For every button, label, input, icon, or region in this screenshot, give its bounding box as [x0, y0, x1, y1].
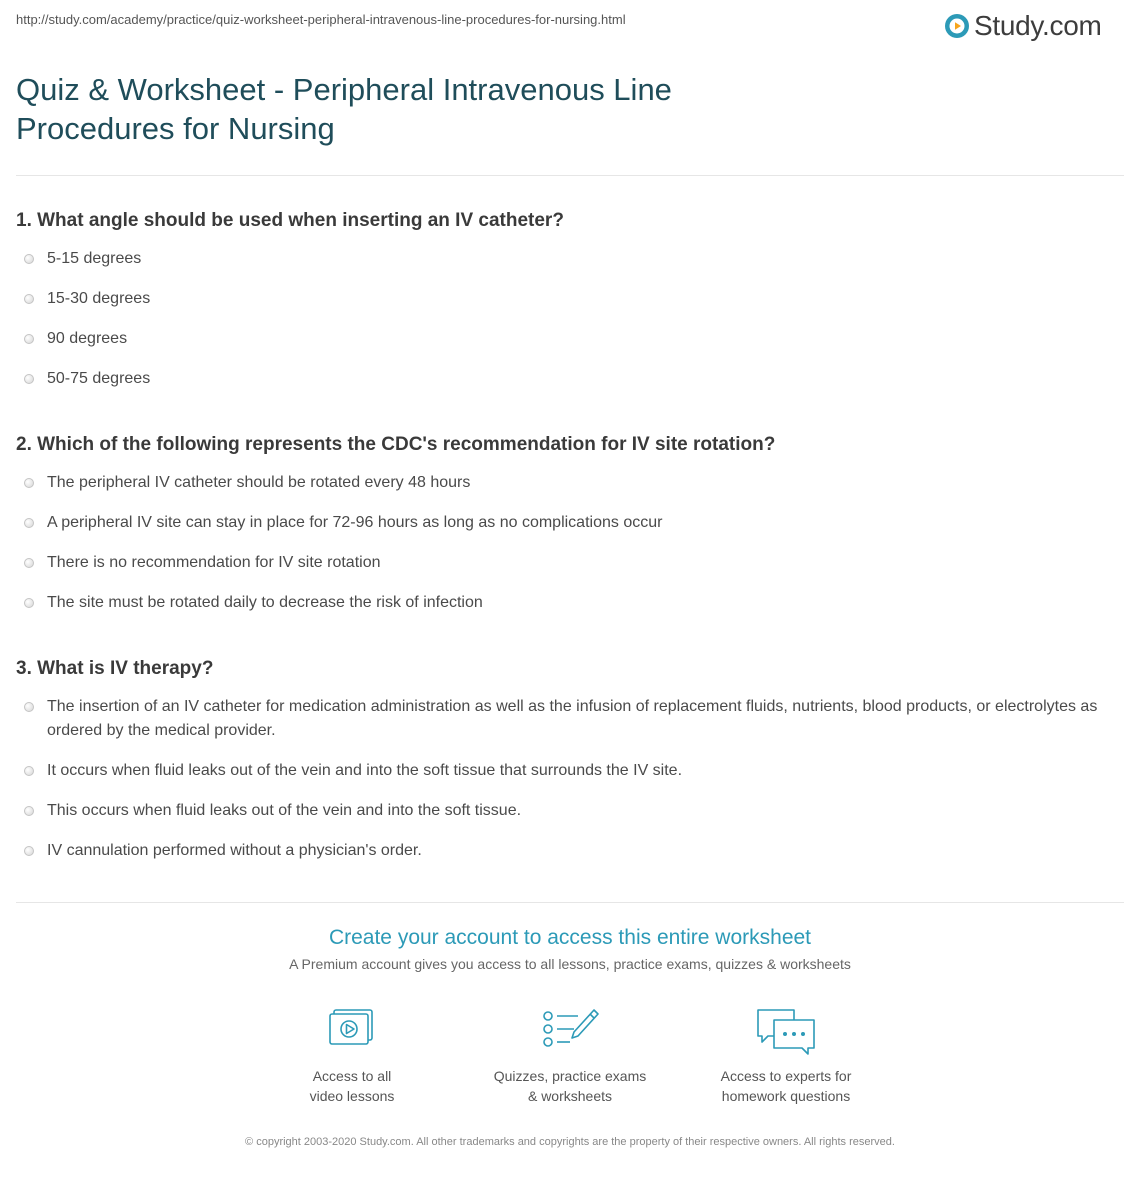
answer-option[interactable] [16, 695, 1116, 743]
radio-button[interactable] [24, 846, 34, 856]
answer-options [16, 471, 1116, 615]
radio-button[interactable] [24, 374, 34, 384]
answer-options [16, 695, 1116, 863]
question-title: 1. What angle should be used when inserting an IV catheter? [16, 210, 564, 231]
feature-label-line: homework questions [721, 1088, 851, 1104]
answer-option[interactable] [16, 511, 1116, 535]
page-title: Quiz & Worksheet - Peripheral Intravenous Line Procedures for Nursing [16, 72, 672, 146]
cta-title-link[interactable]: Create your account to access this entire worksheet [328, 926, 812, 949]
feature-label-line: & worksheets [527, 1088, 613, 1104]
answer-option[interactable] [16, 591, 1116, 615]
answer-options [16, 247, 1116, 391]
answer-option[interactable] [16, 287, 1116, 311]
answer-option[interactable] [16, 759, 1116, 783]
chat-bubbles-icon [754, 1006, 818, 1060]
answer-option[interactable] [16, 799, 1116, 823]
feature-label [480, 1066, 660, 1106]
feature-label-line: Access to all [312, 1068, 392, 1084]
cta-subtitle: A Premium account gives you access to all lessons, practice exams, quizzes & worksheets [289, 956, 851, 972]
radio-button[interactable] [24, 478, 34, 488]
video-lessons-icon [320, 1006, 384, 1060]
question-3 [16, 655, 1116, 863]
answer-option[interactable] [16, 839, 1116, 863]
feature-label-line: Quizzes, practice exams [493, 1068, 647, 1084]
answer-option[interactable] [16, 551, 1116, 575]
option-text: 50-75 degrees [47, 370, 151, 387]
feature-label [696, 1066, 876, 1106]
option-text: 5-15 degrees [47, 250, 142, 267]
option-text: IV cannulation performed without a physician's order. [47, 842, 422, 859]
option-text: A peripheral IV site can stay in place for 72-96 hours as long as no complications occur [47, 514, 663, 531]
feature-label-line: Access to experts for [720, 1068, 852, 1084]
signup-cta [0, 924, 1140, 974]
option-text: This occurs when fluid leaks out of the vein and into the soft tissue. [47, 802, 522, 819]
page-url: http://study.com/academy/practice/quiz-worksheet-peripheral-intravenous-line-procedures-for-nursing.html [16, 12, 626, 27]
radio-button[interactable] [24, 518, 34, 528]
radio-button[interactable] [24, 254, 34, 264]
feature-label [262, 1066, 442, 1106]
answer-option[interactable] [16, 367, 1116, 391]
answer-option[interactable] [16, 471, 1116, 495]
option-text: It occurs when fluid leaks out of the vein and into the soft tissue that surrounds the IV site. [47, 762, 683, 779]
radio-button[interactable] [24, 806, 34, 816]
radio-button[interactable] [24, 702, 34, 712]
study-logo[interactable] [944, 8, 1124, 44]
question-title: 3. What is IV therapy? [16, 658, 214, 679]
option-text: The site must be rotated daily to decrease the risk of infection [47, 594, 483, 611]
option-text: 15-30 degrees [47, 290, 151, 307]
feature-quizzes [480, 1006, 660, 1106]
feature-label-line: video lessons [309, 1088, 395, 1104]
logo-text: Study.com [974, 10, 1102, 41]
play-circle-icon [944, 13, 970, 39]
radio-button[interactable] [24, 598, 34, 608]
answer-option[interactable] [16, 327, 1116, 351]
answer-option[interactable] [16, 247, 1116, 271]
question-title: 2. Which of the following represents the CDC's recommendation for IV site rotation? [16, 434, 776, 455]
question-1 [16, 207, 1116, 391]
feature-experts [696, 1006, 876, 1106]
question-2 [16, 431, 1116, 615]
divider [16, 175, 1124, 176]
quiz-checklist-icon [538, 1006, 602, 1060]
option-text: 90 degrees [47, 330, 128, 347]
radio-button[interactable] [24, 294, 34, 304]
radio-button[interactable] [24, 766, 34, 776]
option-text: The peripheral IV catheter should be rotated every 48 hours [47, 474, 471, 491]
divider [16, 902, 1124, 903]
option-text: There is no recommendation for IV site rotation [47, 554, 381, 571]
feature-video-lessons [262, 1006, 442, 1106]
radio-button[interactable] [24, 334, 34, 344]
radio-button[interactable] [24, 558, 34, 568]
copyright-notice: © copyright 2003-2020 Study.com. All other trademarks and copyrights are the property of their respective owners. All rights reserved. [245, 1136, 895, 1148]
option-text: The insertion of an IV catheter for medication administration as well as the infusion of replacement fluids, nutrients, blood products, or electrolytes as ordered by the medical provider. [47, 698, 1098, 739]
